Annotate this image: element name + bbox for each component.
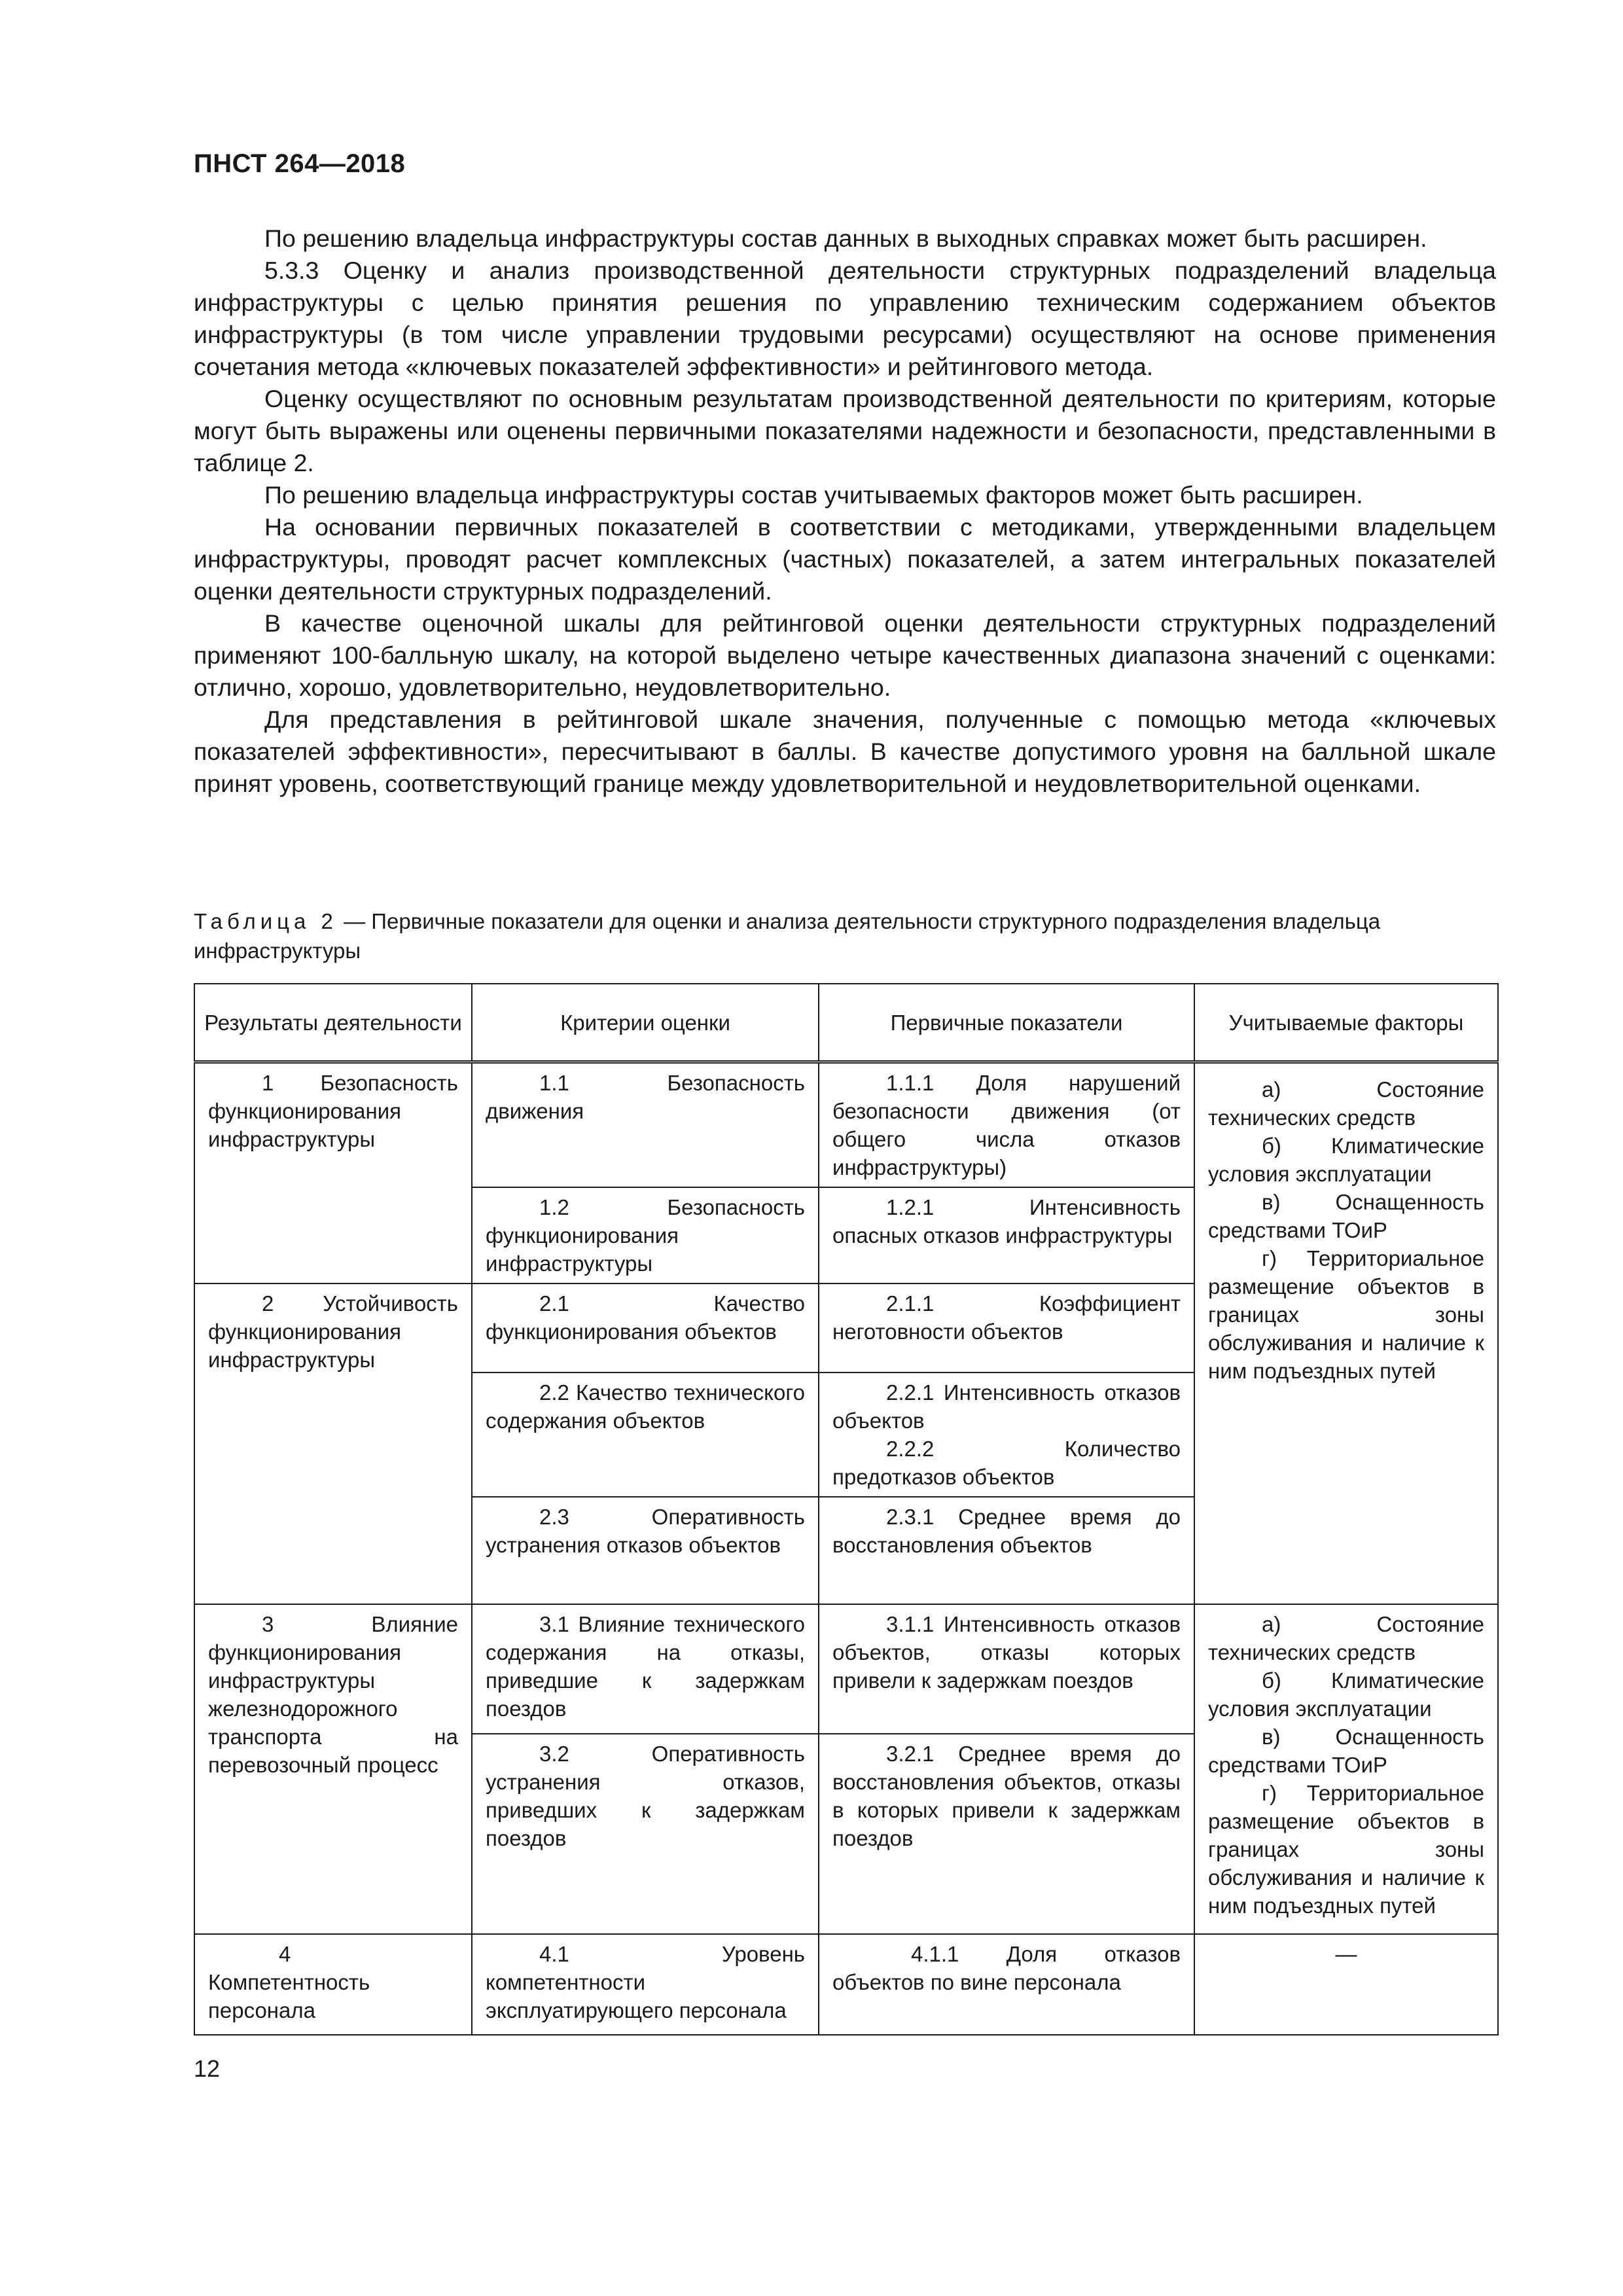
indicator-cell: 3.2.1 Среднее время до восстановления объектов, отказы в которых привели к задержкам поездов [819,1734,1194,1934]
paragraph: Для представления в рейтинговой шкале значения, полученные с помощью метода «ключевых показателей эффективности», пересчитывают в баллы. В качестве допустимого уровня на балльной шкале принят уровень, соответствующий границе между удовлетворительной и неудовлетворительной оценками. [194,706,1496,797]
table-header-row [194,984,1498,1062]
criterion-cell: 2.2 Качество технического содержания объектов [472,1372,819,1497]
table-row [194,1062,1498,1188]
indicators-table [194,983,1499,2036]
criterion-cell: 1.2 Безопасность функционирования инфраструктуры [472,1187,819,1283]
criterion-cell: 2.1 Качество функционирования объектов [472,1283,819,1372]
result-cell: 4 Компетентность персонала [194,1934,472,2035]
table-caption-text: — Первичные показатели для оценки и анализа деятельности структурного подразделения владельца инфраструктуры [194,909,1381,963]
paragraph: По решению владельца инфраструктуры состав учитываемых факторов может быть расширен. [264,481,1363,509]
paragraph: На основании первичных показателей в соответствии с методиками, утвержденными владельцем инфраструктуры, проводят расчет комплексных (частных) показателей, а затем интегральных показателей оценки деятельности структурных подразделений. [194,513,1496,605]
indicator-cell: 2.2.1 Интенсивность отказов объектов 2.2.2 Количество предотказов объектов [819,1372,1194,1497]
result-cell: 3 Влияние функционирования инфраструктуры железнодорожного транспорта на перевозочный процесс [194,1604,472,1934]
indicator-cell: 2.1.1 Коэффициент неготовности объектов [819,1283,1194,1372]
page-number: 12 [194,2055,221,2082]
criterion-cell: 4.1 Уровень компетентности эксплуатирующего персонала [472,1934,819,2035]
table-row [194,1934,1498,2035]
paragraph: Оценку осуществляют по основным результатам производственной деятельности по критериям, которые могут быть выражены или оценены первичными показателями надежности и безопасности, представленными в таблице 2. [194,385,1496,476]
criterion-cell: 3.2 Оперативность устранения отказов, приведших к задержкам поездов [472,1734,819,1934]
table-caption [194,906,1496,965]
criterion-cell: 1.1 Безопасность движения [472,1062,819,1188]
header-factors: Учитываемые факторы [1194,984,1498,1062]
table-row [194,1604,1498,1734]
paragraph: По решению владельца инфраструктуры состав данных в выходных справках может быть расширен. [264,224,1427,252]
table-caption-label: Таблица 2 [194,909,338,933]
header-indicators: Первичные показатели [819,984,1194,1062]
paragraph: 5.3.3 Оценку и анализ производственной деятельности структурных подразделений владельца инфраструктуры с целью принятия решения по управлению техническим содержанием объектов инфраструктуры (в том числе управлении трудовыми ресурсами) осуществляют на основе применения сочетания метода «ключевых показателей эффективности» и рейтингового метода. [194,257,1496,380]
indicator-cell: 1.1.1 Доля нарушений безопасности движения (от общего числа отказов инфраструктуры) [819,1062,1194,1188]
result-cell: 2 Устойчивость функционирования инфраструктуры [194,1283,472,1604]
document-id: ПНСТ 264—2018 [194,149,406,178]
factors-cell: — [1194,1934,1498,2035]
result-cell: 1 Безопасность функционирования инфраструктуры [194,1062,472,1284]
indicator-cell: 2.3.1 Среднее время до восстановления объектов [819,1497,1194,1604]
factors-cell: а) Состояние технических средств б) Климатические условия эксплуатации в) Оснащенность средствами ТОиР г) Территориальное размещение объектов в границах зоны обслуживания и наличие к ним подъездных путей [1194,1604,1498,1934]
indicator-cell: 1.2.1 Интенсивность опасных отказов инфраструктуры [819,1187,1194,1283]
header-results: Результаты деятельности [194,984,472,1062]
body-text [194,223,1496,800]
criterion-cell: 3.1 Влияние технического содержания на отказы, приведшие к задержкам поездов [472,1604,819,1734]
paragraph: В качестве оценочной шкалы для рейтинговой оценки деятельности структурных подразделений применяют 100-балльную шкалу, на которой выделено четыре качественных диапазона значений с оценками: отлично, хорошо, удовлетворительно, неудовлетворительно. [194,609,1496,701]
indicator-cell: 4.1.1 Доля отказов объектов по вине персонала [819,1934,1194,2035]
criterion-cell: 2.3 Оперативность устранения отказов объектов [472,1497,819,1604]
header-criteria: Критерии оценки [472,984,819,1062]
factors-cell: а) Состояние технических средств б) Климатические условия эксплуатации в) Оснащенность средствами ТОиР г) Территориальное размещение объектов в границах зоны обслуживания и наличие к ним подъездных путей [1194,1062,1498,1605]
indicator-cell: 3.1.1 Интенсивность отказов объектов, отказы которых привели к задержкам поездов [819,1604,1194,1734]
